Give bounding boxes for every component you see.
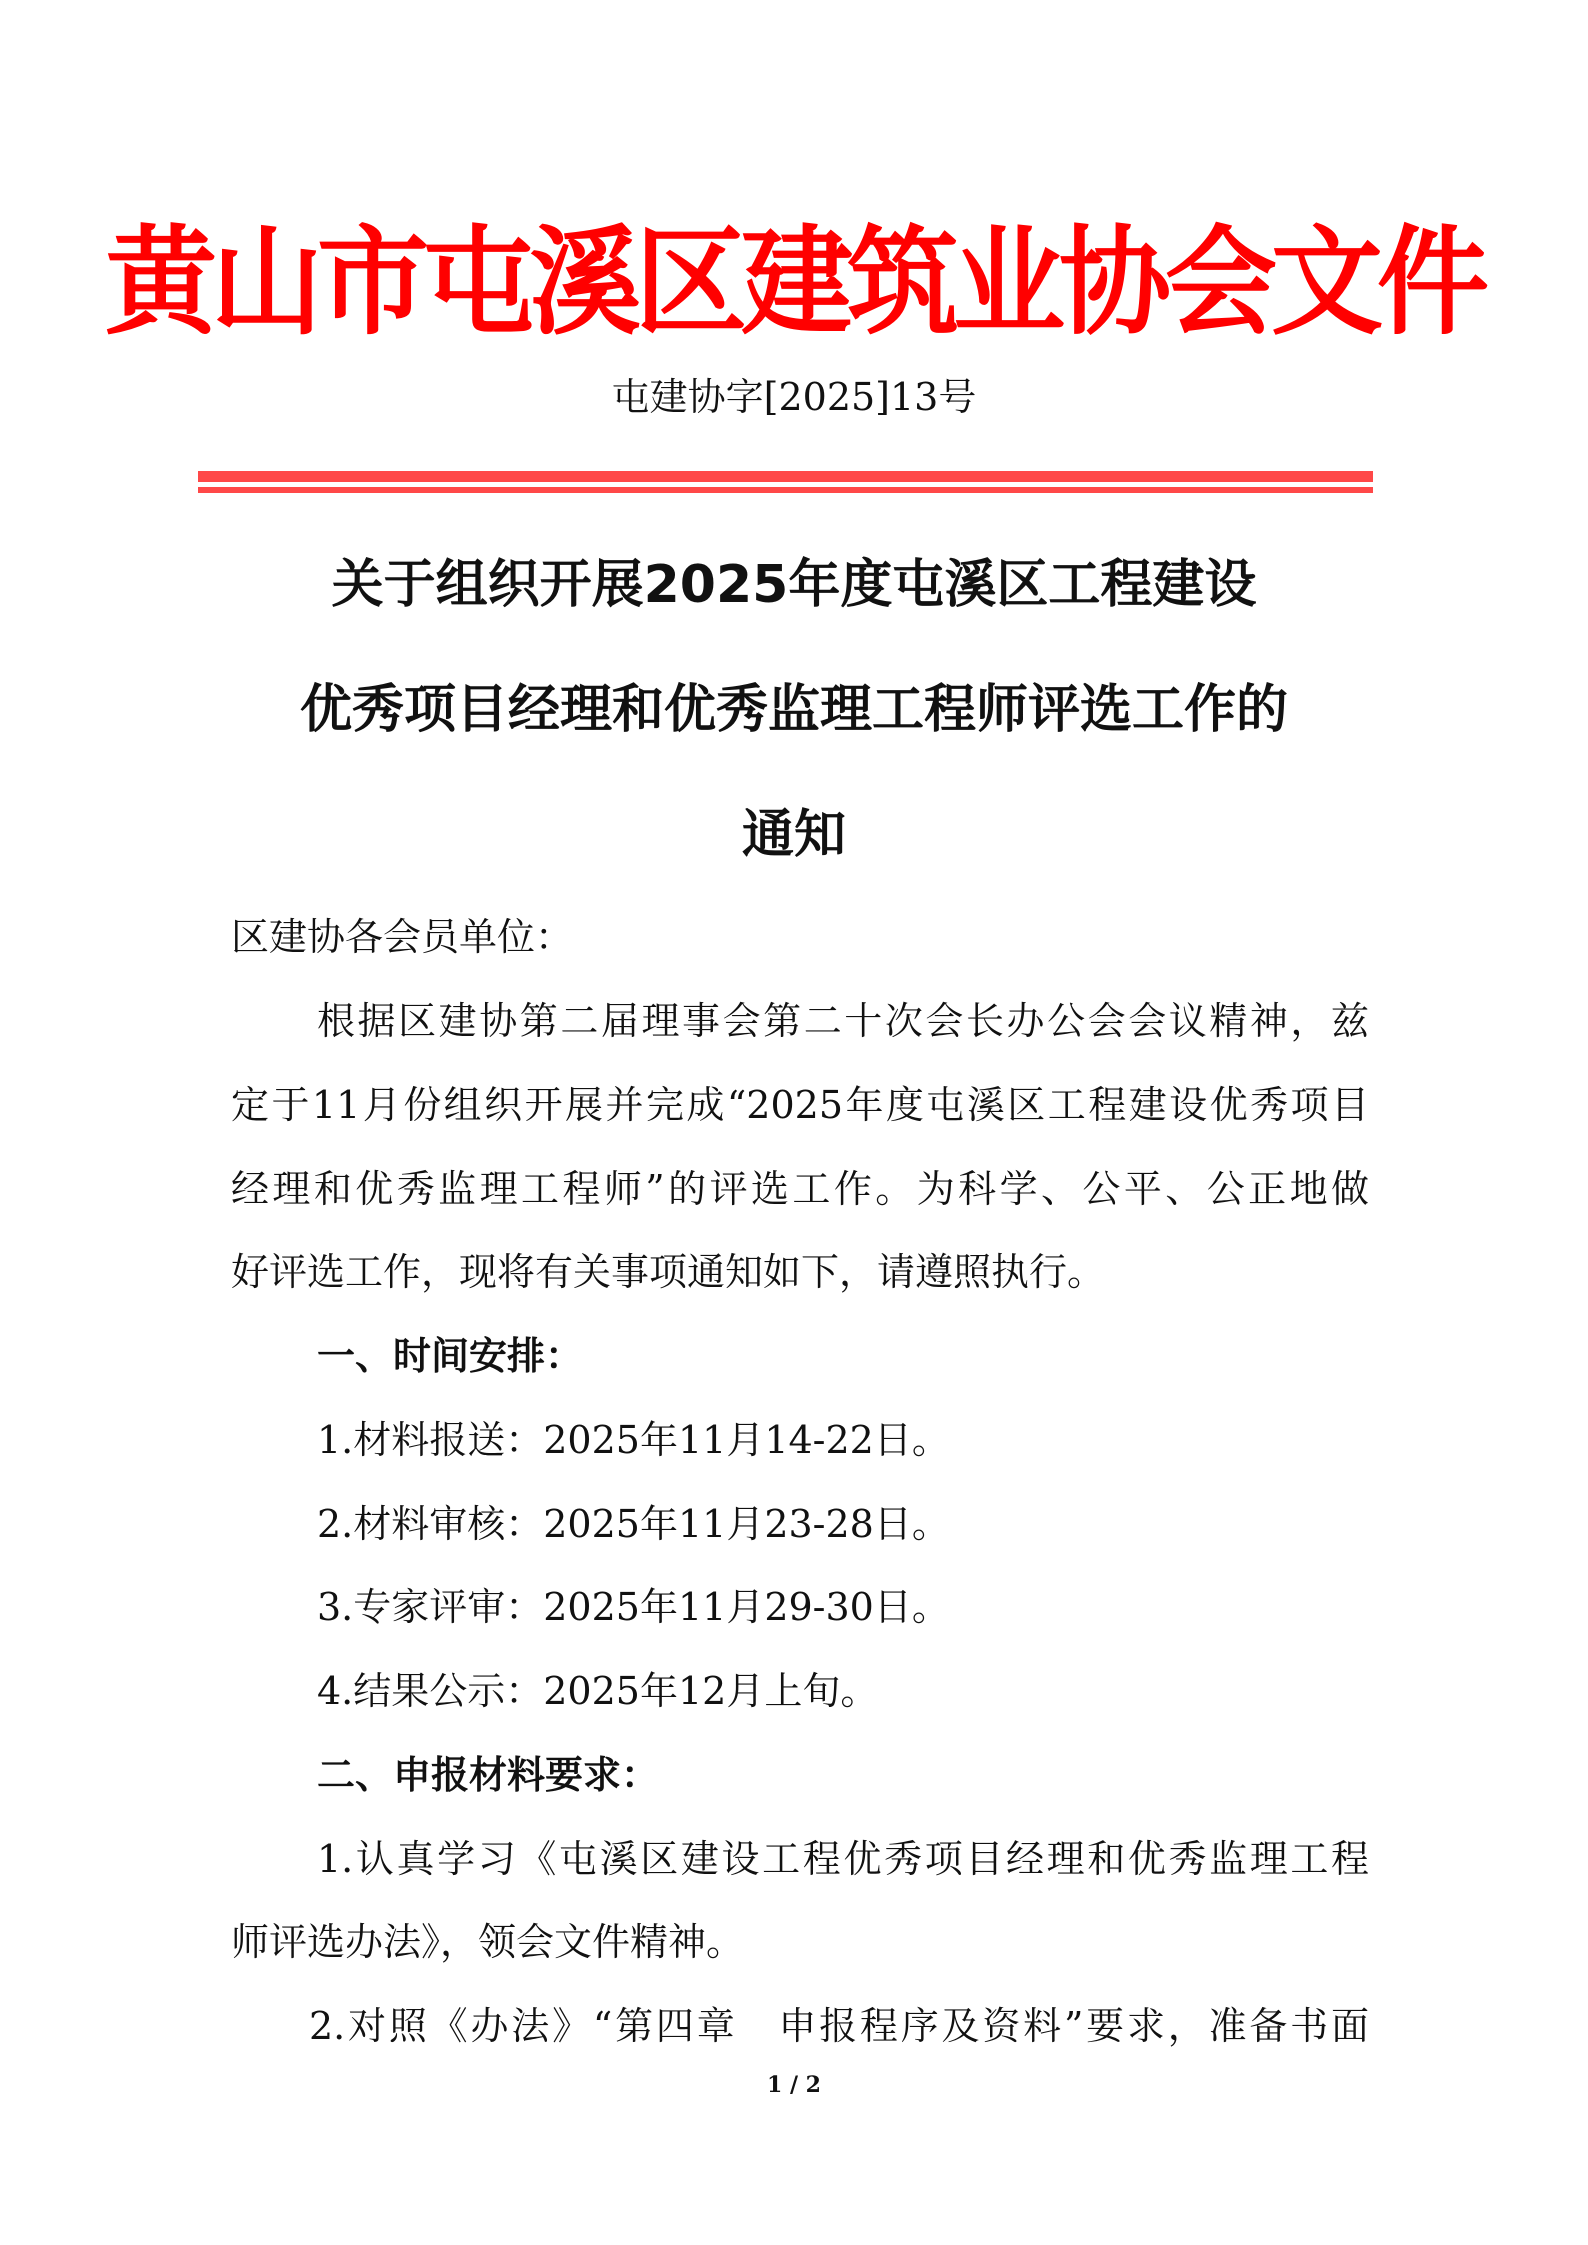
intro-line: 好评选工作，现将有关事项通知如下，请遵照执行。 <box>231 1250 1106 1294</box>
schedule-item: 1.材料报送：2025年11月14-22日。 <box>317 1418 950 1462</box>
intro-line: 经理和优秀监理工程师”的评选工作。为科学、公平、公正地做 <box>231 1167 1369 1211</box>
document-number: 屯建协字[2025]13号 <box>611 375 977 419</box>
document-title-line: 通知 <box>741 805 846 865</box>
intro-line: 根据区建协第二届理事会第二十次会长办公会会议精神，兹 <box>317 999 1369 1043</box>
document-title-line: 关于组织开展2025年度屯溪区工程建设 <box>331 555 1257 615</box>
materials-item-line: 师评选办法》，领会文件精神。 <box>231 1920 745 1964</box>
schedule-item: 4.结果公示：2025年12月上旬。 <box>317 1669 879 1713</box>
intro-line: 定于11月份组织开展并完成“2025年度屯溪区工程建设优秀项目 <box>231 1083 1369 1127</box>
organization-title: 黄山市屯溪区建筑业协会文件 <box>105 214 1483 352</box>
salutation: 区建协各会员单位： <box>231 915 574 959</box>
document-title-line: 优秀项目经理和优秀监理工程师评选工作的 <box>299 680 1288 740</box>
schedule-item: 2.材料审核：2025年11月23-28日。 <box>317 1502 950 1546</box>
materials-item-line: 2.对照《办法》“第四章 申报程序及资料”要求，准备书面 <box>309 2004 1369 2048</box>
materials-item-line: 1.认真学习《屯溪区建设工程优秀项目经理和优秀监理工程 <box>317 1837 1369 1881</box>
schedule-item: 3.专家评审：2025年11月29-30日。 <box>317 1585 950 1629</box>
header-rule-thick <box>198 471 1373 482</box>
section-heading-materials: 二、申报材料要求： <box>317 1753 660 1797</box>
header-rule-thin <box>198 487 1373 493</box>
section-heading-schedule: 一、时间安排： <box>317 1334 584 1378</box>
page-number: 1 / 2 <box>767 2072 821 2098</box>
